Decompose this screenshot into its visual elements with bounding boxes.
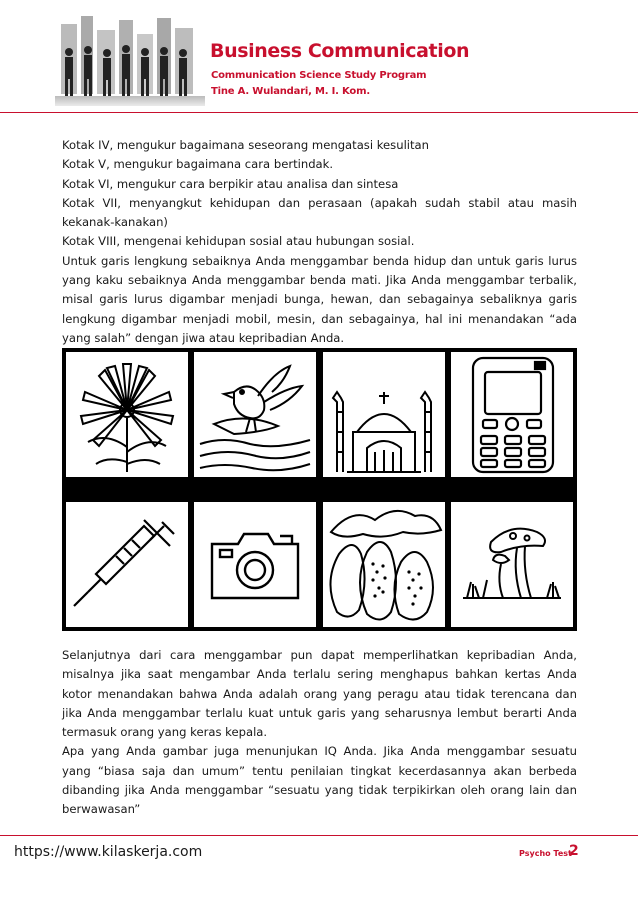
flower-plant-icon <box>66 352 188 477</box>
text-block-bottom <box>62 646 577 820</box>
figure-cell <box>194 502 316 627</box>
study-program: Communication Science Study Program <box>211 70 427 81</box>
syringe-icon <box>66 502 188 627</box>
drawing-test-figure <box>62 348 577 631</box>
figure-cell <box>451 352 573 477</box>
page-header <box>0 0 638 118</box>
page-number: 2 <box>569 843 579 859</box>
figure-cell <box>323 502 445 627</box>
figure-cell <box>323 352 445 477</box>
text-block-top <box>62 136 577 348</box>
author-name: Tine A. Wulandari, M. I. Kom. <box>211 86 370 97</box>
figure-cell <box>66 502 188 627</box>
footer-website-link[interactable]: https://www.kilaskerja.com <box>14 844 203 860</box>
paragraph: Selanjutnya dari cara menggambar pun dapat memperlihatkan kepribadian Anda, misalnya jika saat mengambar Anda terlalu sering menghapus bahkan kertas Anda kotor menandakan bahwa Anda adalah orang yang peragu atau tidak terencana dan jika Anda menggambar terlalu kuat untuk garis yang seharusnya lembut berarti Anda termasuk orang yang keras kepala. <box>62 648 577 740</box>
paragraph: Kotak VII, menyangkut kehidupan dan perasaan (apakah sudah stabil atau masih kekanak-kanakan) <box>62 195 577 230</box>
business-people-skyline-icon <box>55 14 205 106</box>
paragraph: Kotak VIII, mengenai kehidupan sosial atau hubungan sosial. <box>62 234 415 249</box>
figure-cell <box>451 502 573 627</box>
paragraph: Kotak IV, mengukur bagaimana seseorang mengatasi kesulitan <box>62 138 430 152</box>
header-divider <box>0 112 638 113</box>
mushroom-icon <box>451 502 573 627</box>
paragraph: Kotak V, mengukur bagaimana cara bertindak. <box>62 157 334 172</box>
mosque-icon <box>323 352 445 477</box>
figure-cell <box>66 352 188 477</box>
document-title: Business Communication <box>210 40 470 62</box>
paragraph: Untuk garis lengkung sebaiknya Anda menggambar benda hidup dan untuk garis lurus yang kaku sebaiknya Anda menggambar benda mati. Jika Anda menggambar terbalik, misal garis lurus digambar menjadi bunga, hewan, dan sebagainya sebaliknya garis lengkung digambar menjadi mobil, mesin, dan sebagainya, hal ini menandakan “ada yang salah” dengan jiwa atau kepribadian Anda. <box>62 253 577 345</box>
footer-section-label: Psycho Test <box>519 849 572 858</box>
mobile-phone-icon <box>451 352 573 477</box>
bird-icon <box>194 352 316 477</box>
papaya-fruit-icon <box>323 502 445 627</box>
paragraph: Kotak VI, mengukur cara berpikir atau analisa dan sintesa <box>62 176 399 191</box>
paragraph: Apa yang Anda gambar juga menunjukan IQ Anda. Jika Anda menggambar sesuatu yang “biasa saja dan umum” tentu penilaian tingkat kecerdasannya akan berbeda dibanding jika Anda menggambar “sesuatu yang tidak terpikirkan oleh orang lain dan berwawasan” <box>62 744 577 817</box>
camera-icon <box>194 502 316 627</box>
figure-cell <box>194 352 316 477</box>
footer-divider <box>0 835 638 836</box>
